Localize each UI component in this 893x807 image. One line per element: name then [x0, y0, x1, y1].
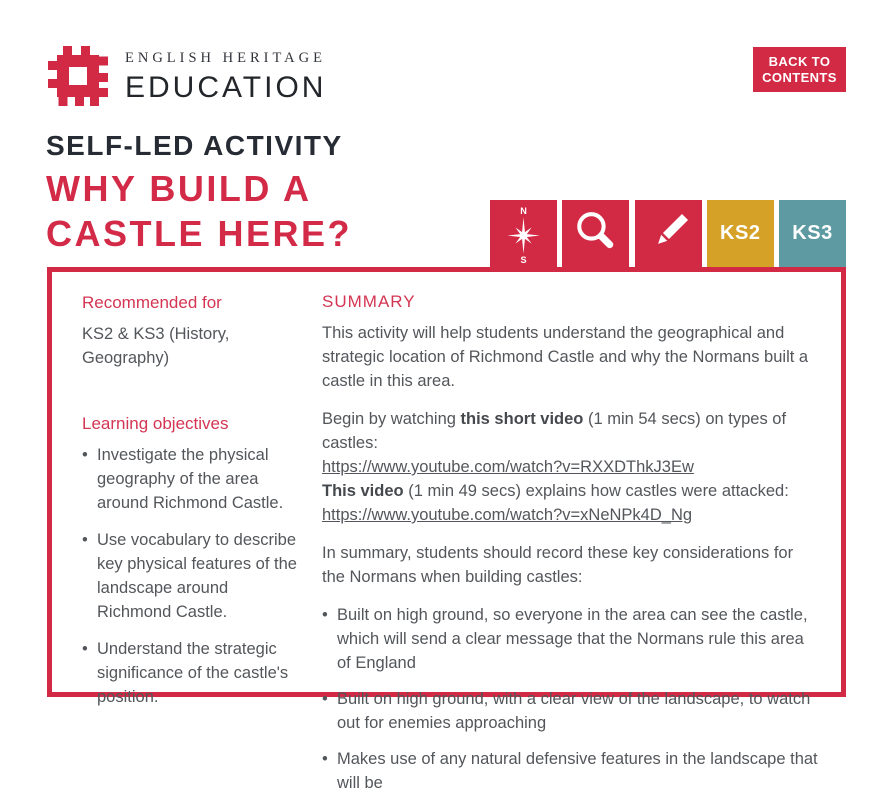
learning-objectives-list — [82, 443, 300, 709]
youtube-link-castle-attacks[interactable]: https://www.youtube.com/watch?v=xNeNPk4D_Ng — [322, 506, 693, 524]
video-instructions: Begin by watching this short video (1 min 54 secs) on types of castles: https://www.youtube.com/watch?v=RXXDThkJ3Ew This video (1 min 49 secs) explains how castles were attacked: https://www.youtube.com/watch?v=xNeNPk4D_Ng — [322, 410, 789, 524]
list-item: • Investigate the physical geography of the area around Richmond Castle. — [82, 443, 300, 515]
learning-objectives-heading: Learning objectives — [82, 414, 229, 433]
list-item: • Understand the strategic significance of the castle's position. — [82, 637, 300, 709]
compass-icon — [490, 200, 557, 267]
pencil-icon — [635, 200, 702, 267]
ks3-label: KS3 — [792, 222, 833, 244]
icon-tile-row — [490, 200, 846, 267]
list-item: • Built on high ground, with a clear view of the landscape, to watch out for enemies approaching — [322, 687, 818, 735]
list-item: • Makes use of any natural defensive features in the landscape that will be — [322, 747, 818, 795]
recommended-for-heading: Recommended for — [82, 293, 222, 312]
list-item: • Built on high ground, so everyone in the area can see the castle, which will send a clear message that the Normans rule this area of England — [322, 603, 818, 675]
key-considerations-list — [322, 603, 818, 795]
summary-column — [322, 292, 818, 807]
ks2-badge — [707, 200, 774, 267]
sidebar-column — [82, 293, 300, 722]
activity-kicker: SELF-LED ACTIVITY — [46, 130, 343, 161]
brand-education: EDUCATION — [125, 71, 327, 104]
in-summary-text: In summary, students should record these key considerations for the Normans when building castles: — [322, 544, 794, 586]
brand-name: ENGLISH HERITAGE — [125, 50, 326, 66]
ks3-badge — [779, 200, 846, 267]
content-panel — [47, 267, 846, 792]
back-to-contents-button[interactable]: BACK TO CONTENTS — [753, 47, 846, 92]
magnifier-tile — [562, 200, 629, 267]
list-item: • Use vocabulary to describe key physical features of the landscape around Richmond Castle. — [82, 528, 300, 624]
compass-south-label: S — [520, 254, 527, 265]
pencil-tile — [635, 200, 702, 267]
brand-block — [125, 50, 326, 105]
youtube-link-types-of-castles[interactable]: https://www.youtube.com/watch?v=RXXDThkJ3Ew — [322, 458, 694, 476]
compass-north-label: N — [520, 206, 527, 217]
compass-tile — [490, 200, 557, 267]
search-icon — [562, 200, 629, 267]
page-title: WHY BUILD A CASTLE HERE? — [46, 168, 353, 254]
english-heritage-logo — [45, 43, 111, 109]
recommended-for-text: KS2 & KS3 (History, Geography) — [82, 325, 230, 367]
summary-intro: This activity will help students understand the geographical and strategic location of Richmond Castle and why the Normans built a castle in this area. — [322, 324, 809, 390]
ks2-label: KS2 — [720, 222, 761, 244]
summary-heading: SUMMARY — [322, 292, 416, 311]
